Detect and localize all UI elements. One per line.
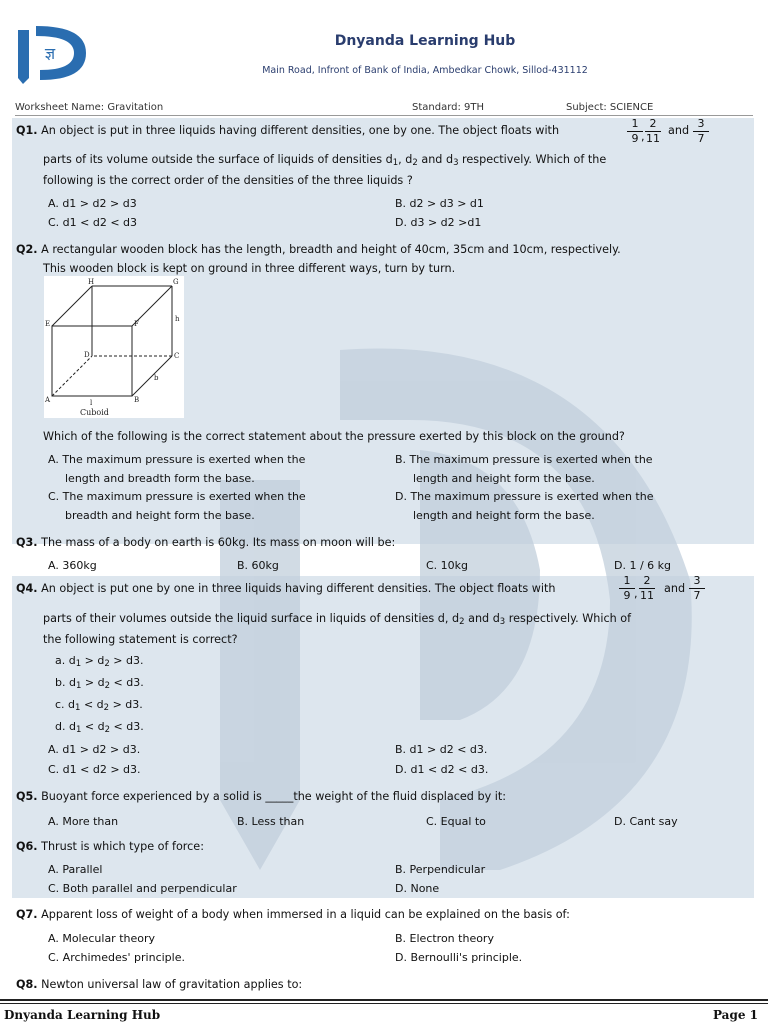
- q1-text-1: An object is put in three liquids having different densities, one by one. The object floats with: [41, 124, 560, 137]
- fraction-numerator: 1: [631, 117, 639, 130]
- subscript: 3: [453, 158, 459, 168]
- item-end: < d3.: [110, 676, 144, 689]
- vertex-label-h: H: [88, 278, 95, 286]
- vertex-label-e: E: [45, 320, 51, 328]
- q6-option-c[interactable]: C. Both parallel and perpendicular: [48, 882, 237, 895]
- cuboid-figure: [44, 276, 184, 418]
- q4-item-b: [55, 674, 144, 695]
- dim-label-l: l: [90, 399, 93, 407]
- item-prefix: a. d: [55, 654, 76, 667]
- subscript: 2: [103, 703, 110, 713]
- fraction-numerator: 3: [697, 117, 705, 130]
- q6-option-a[interactable]: A. Parallel: [48, 863, 103, 876]
- item-end: > d3.: [109, 698, 143, 711]
- q4-number: Q4.: [16, 582, 38, 595]
- q2-option-b-line1[interactable]: B. The maximum pressure is exerted when the: [395, 453, 653, 466]
- q1-text-2a: parts of its volume outside the surface of liquids of densities d: [43, 153, 393, 166]
- q2-line1: [16, 240, 621, 259]
- q4-fraction-1: [619, 574, 635, 603]
- q2-option-d-line2[interactable]: length and height form the base.: [413, 509, 595, 522]
- q4-item-a: [55, 652, 143, 673]
- worksheet-name: Worksheet Name: Gravitation: [15, 102, 164, 113]
- q4-item-c: [55, 696, 143, 717]
- q2-option-a-line1[interactable]: A. The maximum pressure is exerted when the: [48, 453, 306, 466]
- q1-comma: ,: [641, 130, 645, 143]
- dim-label-b: b: [154, 374, 159, 382]
- org-name: Dnyanda Learning Hub: [334, 33, 516, 49]
- q2-number: Q2.: [16, 243, 38, 256]
- footer-divider-thin: [0, 1003, 768, 1004]
- q7-line: [16, 905, 570, 924]
- q1-option-a[interactable]: A. d1 > d2 > d3: [48, 197, 137, 210]
- q1-text-2b: , d: [398, 153, 413, 166]
- q2-line3: Which of the following is the correct statement about the pressure exerted by this block on the ground?: [43, 430, 625, 443]
- fraction-denominator: 9: [627, 131, 643, 146]
- fraction-denominator: 7: [689, 588, 705, 603]
- q7-option-a[interactable]: A. Molecular theory: [48, 932, 156, 945]
- header-divider: [15, 115, 753, 116]
- fraction-numerator: 3: [693, 574, 701, 587]
- subscript: 2: [104, 725, 111, 735]
- subscript: 3: [499, 617, 506, 627]
- footer-divider: [0, 999, 768, 1001]
- footer-org-name: Dnyanda Learning Hub: [4, 1008, 161, 1022]
- cuboid-caption: Cuboid: [80, 408, 109, 417]
- q4-option-d[interactable]: D. d1 < d2 < d3.: [395, 763, 489, 776]
- fraction-denominator: 7: [693, 131, 709, 146]
- fraction-numerator: 1: [623, 574, 631, 587]
- q1-and: and: [668, 124, 690, 137]
- q3-line: [16, 533, 395, 552]
- q6-option-b[interactable]: B. Perpendicular: [395, 863, 486, 876]
- q5-number: Q5.: [16, 790, 38, 803]
- q4-text-2a: parts of their volumes outside the liquid surface in liquids of densities d, d: [43, 612, 460, 625]
- q4-line3: the following statement is correct?: [43, 633, 238, 646]
- q4-item-d: [55, 718, 144, 739]
- subscript: 1: [75, 703, 81, 713]
- fraction-numerator: 2: [649, 117, 657, 130]
- item-mid: > d: [81, 676, 105, 689]
- item-prefix: c. d: [55, 698, 76, 711]
- q4-fraction-3: [689, 574, 705, 603]
- q7-text: Apparent loss of weight of a body when immersed in a liquid can be explained on the basis of:: [41, 908, 570, 921]
- dnyanda-logo: [16, 22, 88, 84]
- page-number: Page 1: [712, 1008, 758, 1022]
- fraction-numerator: 2: [643, 574, 651, 587]
- item-mid: < d: [80, 698, 104, 711]
- dim-label-h: h: [175, 315, 180, 323]
- subscript: 2: [459, 617, 465, 627]
- subject-label: Subject: SCIENCE: [566, 102, 654, 113]
- q3-text: The mass of a body on earth is 60kg. Its mass on moon will be:: [41, 536, 396, 549]
- q1-option-c[interactable]: C. d1 < d2 < d3: [48, 216, 138, 229]
- q8-text: Newton universal law of gravitation applies to:: [41, 978, 303, 991]
- q5-option-c[interactable]: C. Equal to: [426, 815, 486, 828]
- q7-option-b[interactable]: B. Electron theory: [395, 932, 494, 945]
- q3-number: Q3.: [16, 536, 38, 549]
- q1-fraction-3: [693, 117, 709, 146]
- q5-option-b[interactable]: B. Less than: [237, 815, 305, 828]
- q2-option-c-line1[interactable]: C. The maximum pressure is exerted when the: [48, 490, 306, 503]
- q4-option-b[interactable]: B. d1 > d2 < d3.: [395, 743, 488, 756]
- q5-text: Buoyant force experienced by a solid is _____the weight of the fluid displaced by it:: [41, 790, 507, 803]
- q4-option-a[interactable]: A. d1 > d2 > d3.: [48, 743, 141, 756]
- q3-option-a[interactable]: A. 360kg: [48, 559, 97, 572]
- worksheet-meta: [15, 102, 755, 114]
- q6-number: Q6.: [16, 840, 38, 853]
- item-mid: > d: [81, 654, 105, 667]
- vertex-label-g: G: [173, 278, 179, 286]
- q4-line1: [16, 579, 555, 598]
- fraction-denominator: 9: [619, 588, 635, 603]
- vertex-label-b: B: [134, 396, 140, 404]
- q4-and: and: [664, 582, 686, 595]
- q4-fraction-2: [639, 574, 655, 603]
- subscript: 1: [75, 681, 82, 691]
- q1-option-b[interactable]: B. d2 > d3 > d1: [395, 197, 484, 210]
- q4-text-1: An object is put one by one in three liquids having different densities. The object floats with: [41, 582, 556, 595]
- q4-text-2b: and d: [464, 612, 500, 625]
- item-end: > d3.: [109, 654, 144, 667]
- q2-option-c-line2[interactable]: breadth and height form the base.: [65, 509, 255, 522]
- q3-option-c[interactable]: C. 10kg: [426, 559, 469, 572]
- subscript: 2: [412, 158, 418, 168]
- q2-option-b-line2[interactable]: length and height form the base.: [413, 472, 595, 485]
- logo-glyph: ज्ञ: [44, 44, 56, 63]
- q6-option-d[interactable]: D. None: [395, 882, 440, 895]
- q1-fraction-2: [645, 117, 661, 146]
- q1-text-2d: respectively. Which of the: [458, 153, 607, 166]
- subscript: 2: [104, 659, 110, 669]
- q1-line3: following is the correct order of the densities of the three liquids ?: [43, 174, 413, 187]
- q3-option-b[interactable]: B. 60kg: [237, 559, 279, 572]
- q8-number: Q8.: [16, 978, 38, 991]
- q1-number: Q1.: [16, 124, 38, 137]
- q1-line2: [43, 150, 606, 173]
- fraction-denominator: 11: [640, 589, 654, 602]
- vertex-label-d: D: [84, 351, 90, 359]
- subscript: 1: [75, 725, 82, 735]
- vertex-label-f: F: [134, 320, 139, 328]
- q2-option-d-line1[interactable]: D. The maximum pressure is exerted when the: [395, 490, 654, 503]
- subscript: 1: [392, 158, 399, 168]
- q7-number: Q7.: [16, 908, 38, 921]
- q5-line: [16, 787, 506, 806]
- item-end: < d3.: [110, 720, 144, 733]
- q1-option-d[interactable]: D. d3 > d2 >d1: [395, 216, 482, 229]
- item-prefix: b. d: [55, 676, 76, 689]
- q4-comma: ,: [634, 587, 638, 600]
- q2-line2: This wooden block is kept on ground in three different ways, turn by turn.: [43, 262, 456, 275]
- q3-option-d[interactable]: D. 1 / 6 kg: [614, 559, 672, 572]
- subscript: 1: [75, 659, 82, 669]
- q2-text-1: A rectangular wooden block has the length, breadth and height of 40cm, 35cm and 10cm, respectively.: [41, 243, 621, 256]
- q5-option-a[interactable]: A. More than: [48, 815, 119, 828]
- q6-line: [16, 837, 204, 856]
- q2-option-a-line2[interactable]: length and breadth form the base.: [65, 472, 255, 485]
- q4-option-c[interactable]: C. d1 < d2 > d3.: [48, 763, 141, 776]
- q6-text: Thrust is which type of force:: [41, 840, 204, 853]
- q5-option-d[interactable]: D. Cant say: [614, 815, 678, 828]
- fraction-denominator: 11: [646, 132, 660, 145]
- q1-text-2c: and d: [417, 153, 454, 166]
- q8-line: [16, 975, 302, 994]
- item-mid: < d: [81, 720, 105, 733]
- subscript: 2: [104, 681, 111, 691]
- q7-option-d[interactable]: D. Bernoulli's principle.: [395, 951, 523, 964]
- vertex-label-a: A: [45, 396, 51, 404]
- q7-option-c[interactable]: C. Archimedes' principle.: [48, 951, 185, 964]
- q1-line1: [16, 121, 559, 140]
- standard-label: Standard: 9TH: [412, 102, 485, 113]
- item-prefix: d. d: [55, 720, 76, 733]
- q4-text-2c: respectively. Which of: [505, 612, 632, 625]
- q4-line2: [43, 609, 631, 632]
- vertex-label-c: C: [174, 352, 180, 360]
- org-address: Main Road, Infront of Bank of India, Ambedkar Chowk, Sillod-431112: [262, 65, 588, 76]
